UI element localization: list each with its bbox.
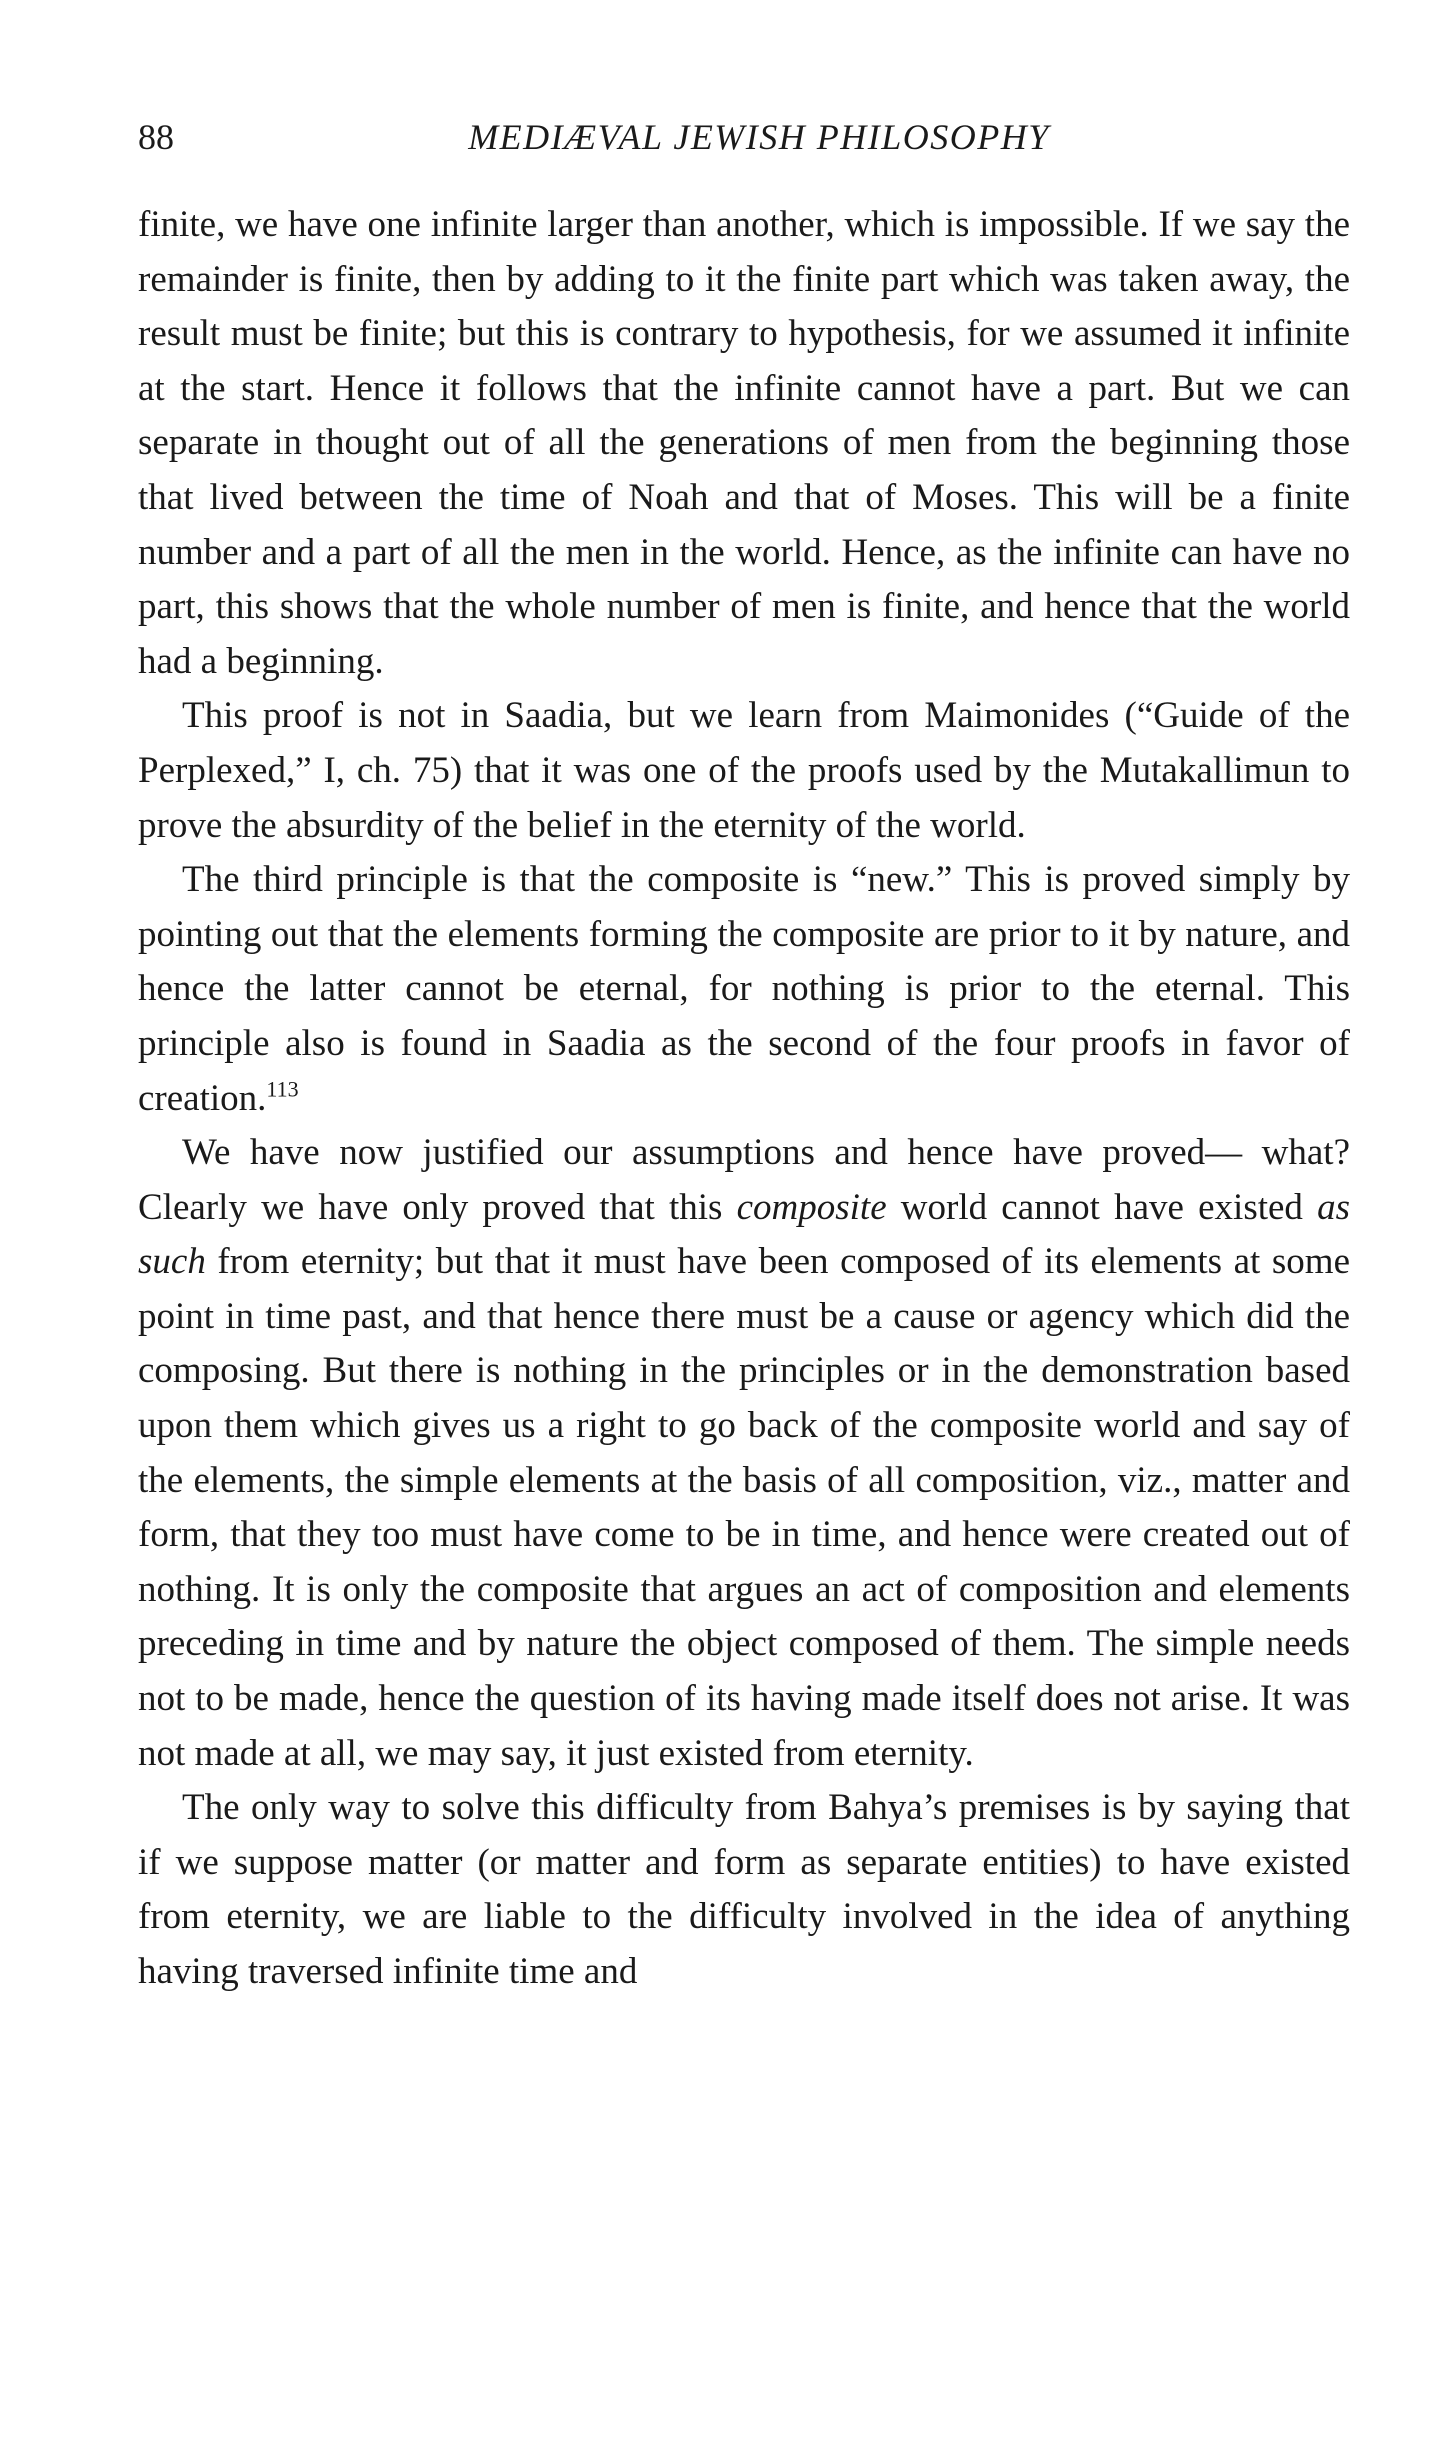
emphasis-as-such: as such xyxy=(138,1186,1351,1283)
paragraph-2 xyxy=(138,689,1350,853)
paragraph-3-text: The third principle is that the composite is “new.” This is proved simply by pointing out that the elements forming the composite are prior to it by nature, and hence the latter cannot be eternal, for nothing is prior to the eternal. This principle also is found in Saadia as the second of the four proofs in favor of creation. xyxy=(138,859,1350,1119)
paragraph-4-text-c: from eternity; but that it must have been composed of its elements at some point in time past, and that hence there must be a cause or agency which did the composing. But there is nothing in the principles or in the demonstration based upon them which gives us a right to go back of the composite world and say of the elements, the simple elements at the basis of all composition, viz., matter and form, that they too must have come to be in time, and hence were created out of nothing. It is only the composite that argues an act of composition and elements preceding in time and by nature the object composed of them. The simple needs not to be made, hence the question of its having made itself does not arise. It was not made at all, we may say, it just existed from eternity. xyxy=(138,1241,1350,1774)
paragraph-4-text-a: We have now justified our assumptions and hence have proved— what? Clearly we have only proved that this xyxy=(138,1132,1350,1228)
footnote-reference: 113 xyxy=(266,1076,299,1102)
paragraph-4 xyxy=(138,1126,1350,1781)
page-number: 88 xyxy=(138,117,174,157)
paragraph-1-text: finite, we have one infinite larger than another, which is impossible. If we say the remainder is finite, then by adding to it the finite part which was taken away, the result must be finite; but this is contrary to hypothesis, for we assumed it infinite at the start. Hence it follows that the infinite cannot have a part. But we can separate in thought out of all the generations of men from the beginning those that lived between the time of Noah and that of Moses. This will be a finite number and a part of all the men in the world. Hence, as the infinite can have no part, this shows that the whole number of men is finite, and hence that the world had a beginning. xyxy=(138,204,1350,682)
running-head xyxy=(138,112,1350,162)
emphasis-composite: composite xyxy=(736,1186,887,1228)
paragraph-5 xyxy=(138,1781,1350,1999)
paragraph-3 xyxy=(138,853,1350,1126)
paragraph-5-text: The only way to solve this difficulty from Bahya’s premises is by saying that if we suppose matter (or matter and form as separate entities) to have existed from eternity, we are liable to the difficulty involved in the idea of anything having traversed infinite time and xyxy=(138,1787,1350,1992)
paragraph-4-text-b: world cannot have existed xyxy=(886,1186,1318,1228)
running-title: MEDIÆVAL JEWISH PHILOSOPHY xyxy=(468,117,1050,157)
paragraph-1 xyxy=(138,198,1350,689)
paragraph-2-text: This proof is not in Saadia, but we learn from Maimonides (“Guide of the Perplexed,” I, ch. 75) that it was one of the proofs used by the Mutakallimun to prove the absurdity of the belief in the eternity of the world. xyxy=(138,695,1350,846)
body-text xyxy=(138,198,1350,2000)
